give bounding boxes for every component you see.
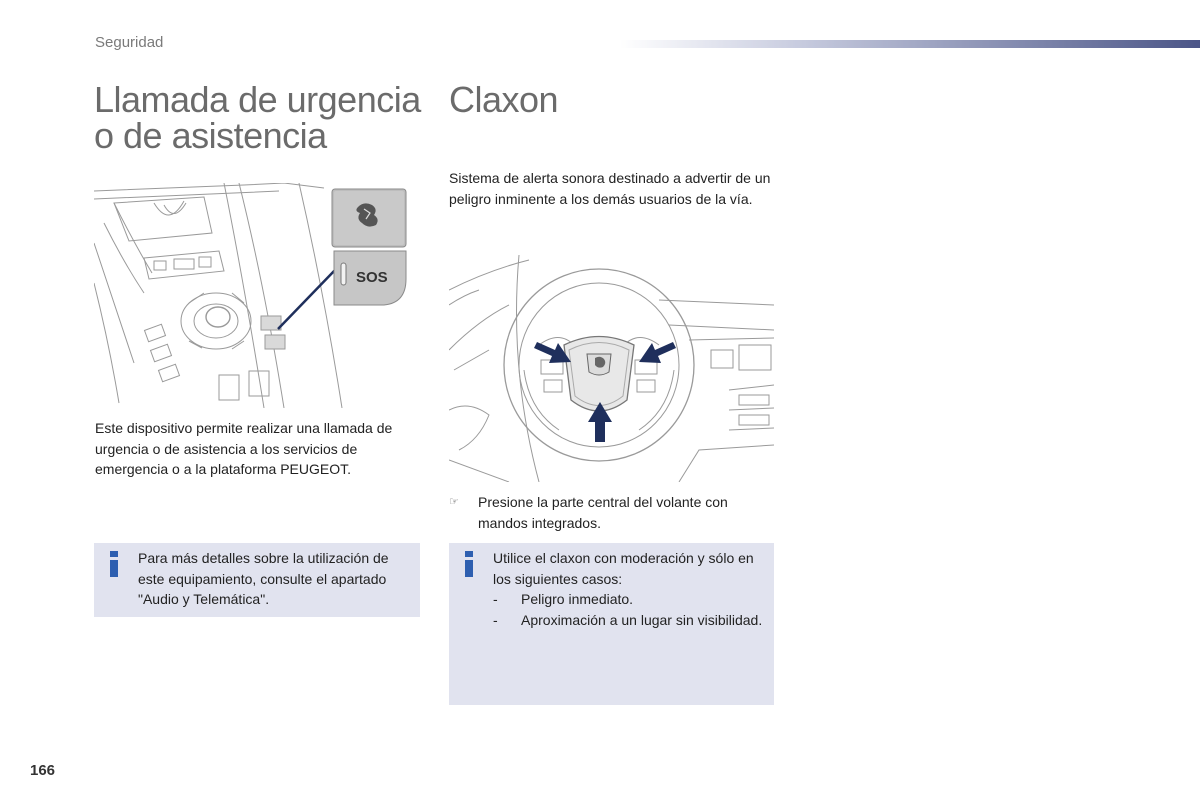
info-box-emergency (94, 543, 420, 617)
info-box-horn (449, 543, 774, 705)
info-text-horn: Utilice el claxon con moderación y sólo en los siguientes casos: (493, 550, 754, 587)
list-item: - Aproximación a un lugar sin visibilidad. (493, 611, 763, 628)
pointing-hand-icon: ☞ (449, 496, 459, 508)
page-number: 166 (30, 762, 56, 779)
sos-button-label: SOS (356, 269, 388, 286)
illustration-steering-wheel (449, 250, 774, 482)
info-text-emergency: Para más detalles sobre la utilización de este equipamiento, consulte el apartado "Audio y Telemática". (138, 550, 389, 607)
emergency-intro-text: Este dispositivo permite realizar una llamada de urgencia o de asistencia a los servicios de emergencia o a la plataforma PEUGEOT. (95, 420, 393, 477)
horn-instruction-text: Presione la parte central del volante con mandos integrados. (478, 494, 728, 531)
section-label: Seguridad (95, 34, 164, 51)
title-horn: Claxon (449, 79, 559, 120)
list-item: - Peligro inmediato. (493, 591, 634, 607)
header-gradient-bar (620, 40, 1200, 48)
title-emergency-call: Llamada de urgencia o de asistencia (94, 79, 421, 156)
horn-cases-list (493, 589, 768, 630)
illustration-sos-console (94, 183, 414, 408)
info-icon (108, 551, 120, 577)
horn-intro-text: Sistema de alerta sonora destinado a advertir de un peligro inminente a los demás usuarios de la vía. (449, 170, 771, 207)
info-icon (463, 551, 475, 577)
